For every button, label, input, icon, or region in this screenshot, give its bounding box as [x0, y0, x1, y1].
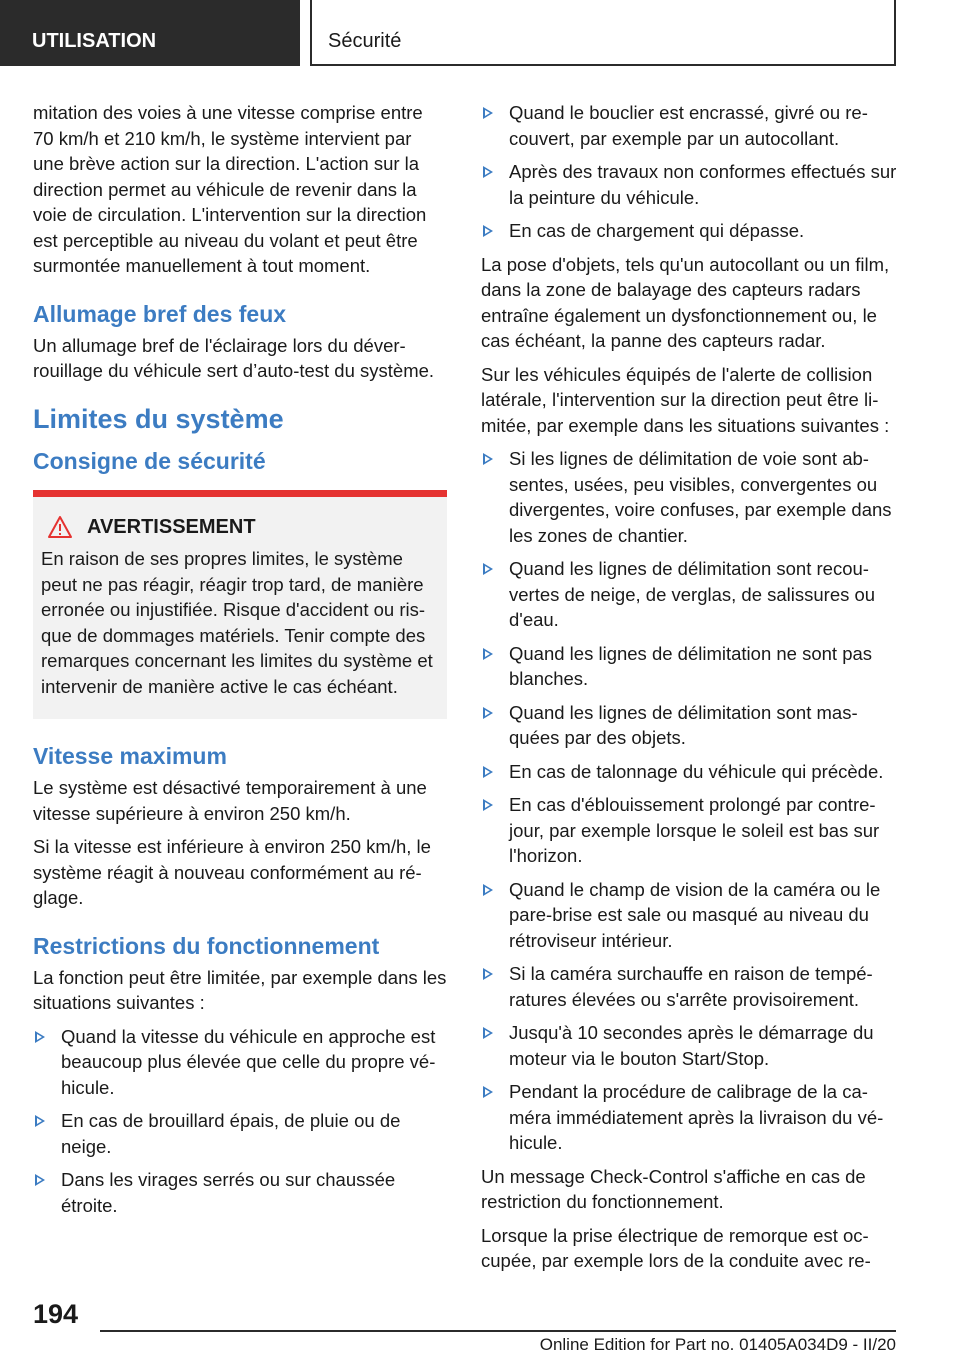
bullet-triangle-icon — [483, 166, 493, 178]
list-item: Quand la vitesse du véhicule en approche est beaucoup plus élevée que celle du propre véhicule. — [33, 1024, 447, 1101]
list-item: Quand le champ de vision de la caméra ou le pare-brise est sale ou masqué au niveau du rétroviseur intérieur. — [481, 877, 897, 954]
check-control-paragraph: Un message Check-Control s'affiche en cas de restriction du fonctionnement. — [481, 1165, 866, 1212]
list-item: Si les lignes de délimitation de voie sont absentes, usées, peu visibles, convergentes ou divergentes, voire confuses, par exemple dans les zones de chantier. — [481, 446, 897, 548]
vitesse-paragraph-1: Le système est désactivé temporairement à une vitesse supérieure à environ 250 km/h. — [33, 777, 427, 824]
list-item: Pendant la procédure de calibrage de la caméra immédiatement après la livraison du véhicule. — [481, 1079, 897, 1156]
right-column — [481, 100, 897, 1282]
warning-triangle-icon — [47, 515, 73, 539]
restrictions-heading: Restrictions du fonctionnement — [33, 932, 380, 959]
list-item: En cas de brouillard épais, de pluie ou de neige. — [33, 1108, 447, 1159]
list-item: Dans les virages serrés ou sur chaussée étroite. — [33, 1167, 447, 1218]
restrictions-list — [33, 1024, 447, 1219]
bullet-triangle-icon — [483, 884, 493, 896]
restrictions-paragraph: La fonction peut être limitée, par exemple dans les situations suivantes : — [33, 966, 447, 1013]
bullet-triangle-icon — [35, 1115, 45, 1127]
left-column — [33, 100, 447, 1226]
vitesse-paragraph-2: Si la vitesse est inférieure à environ 250 km/h, le système réagit à nouveau conformément au réglage. — [33, 836, 431, 908]
bullet-triangle-icon — [483, 799, 493, 811]
list-item: Si la caméra surchauffe en raison de températures élevées ou s'arrête provisoirement. — [481, 961, 897, 1012]
consigne-heading: Consigne de sécurité — [33, 447, 266, 474]
bullet-triangle-icon — [483, 707, 493, 719]
bullet-triangle-icon — [35, 1174, 45, 1186]
intro-paragraph: mitation des voies à une vitesse comprise entre 70 km/h et 210 km/h, le système intervient par une brève action sur la direction. L'action sur la direction permet au véhicule de revenir dans la voie de circulation. L'intervention sur la direction est perceptible au niveau du volant et peut être surmontée manuellement à tout moment. — [33, 102, 427, 276]
page-header — [0, 0, 960, 66]
warning-text: En raison de ses propres limites, le système peut ne pas réagir, réagir trop tard, de manière erronée ou injustifiée. Risque d'accident ou risque de dommages matériels. Tenir compte des remarques concernant les limites du système et intervenir de manière active le cas échéant. — [41, 548, 433, 697]
bullet-triangle-icon — [483, 648, 493, 660]
warning-title: AVERTISSEMENT — [87, 515, 256, 538]
allumage-heading: Allumage bref des feux — [33, 300, 287, 327]
allumage-paragraph: Un allumage bref de l'éclairage lors du déverrouillage du véhicule sert d’auto-test du système. — [33, 334, 435, 381]
list-item: Quand les lignes de délimitation ne sont pas blanches. — [481, 641, 897, 692]
bullet-triangle-icon — [483, 1086, 493, 1098]
edition-note: Online Edition for Part no. 01405A034D9 - II/20 — [539, 1335, 896, 1354]
situations-list — [481, 446, 897, 1156]
list-item: Quand le bouclier est encrassé, givré ou recouvert, par exemple par un autocollant. — [481, 100, 897, 151]
bullet-triangle-icon — [483, 1027, 493, 1039]
warning-box — [33, 490, 447, 720]
bullet-triangle-icon — [483, 107, 493, 119]
list-item: En cas d'éblouissement prolongé par contre-jour, par exemple lorsque le soleil est bas sur l'horizon. — [481, 792, 897, 869]
list-item: Après des travaux non conformes effectués sur la peinture du véhicule. — [481, 159, 897, 210]
radar-paragraph: La pose d'objets, tels qu'un autocollant ou un film, dans la zone de balayage des capteurs radars entraîne également un dysfonctionnement ou, le cas échéant, la panne des capteurs radar. — [481, 253, 890, 351]
bullet-triangle-icon — [483, 766, 493, 778]
limites-heading: Limites du système — [33, 403, 284, 434]
warning-header — [41, 515, 439, 541]
list-item: En cas de talonnage du véhicule qui précède. — [481, 759, 897, 785]
collision-paragraph: Sur les véhicules équipés de l'alerte de collision latérale, l'intervention sur la direction peut être limitée, par exemple dans les situations suivantes : — [481, 363, 890, 436]
section-label: UTILISATION — [0, 0, 300, 66]
bullet-triangle-icon — [35, 1031, 45, 1043]
bullet-triangle-icon — [483, 225, 493, 237]
bullet-triangle-icon — [483, 563, 493, 575]
list-item: En cas de chargement qui dépasse. — [481, 218, 897, 244]
list-item: Quand les lignes de délimitation sont recouvertes de neige, de verglas, de salissures ou d'eau. — [481, 556, 897, 633]
footer-divider — [100, 1330, 896, 1332]
sensor-list — [481, 100, 897, 244]
list-item: Jusqu'à 10 secondes après le démarrage du moteur via le bouton Start/Stop. — [481, 1020, 897, 1071]
bullet-triangle-icon — [483, 968, 493, 980]
vitesse-heading: Vitesse maximum — [33, 743, 227, 769]
bullet-triangle-icon — [483, 453, 493, 465]
page-number: 194 — [33, 1299, 79, 1329]
trailer-paragraph: Lorsque la prise électrique de remorque est occupée, par exemple lors de la conduite avec re- — [481, 1224, 871, 1271]
chapter-label: Sécurité — [310, 0, 896, 66]
list-item: Quand les lignes de délimitation sont masquées par des objets. — [481, 700, 897, 751]
